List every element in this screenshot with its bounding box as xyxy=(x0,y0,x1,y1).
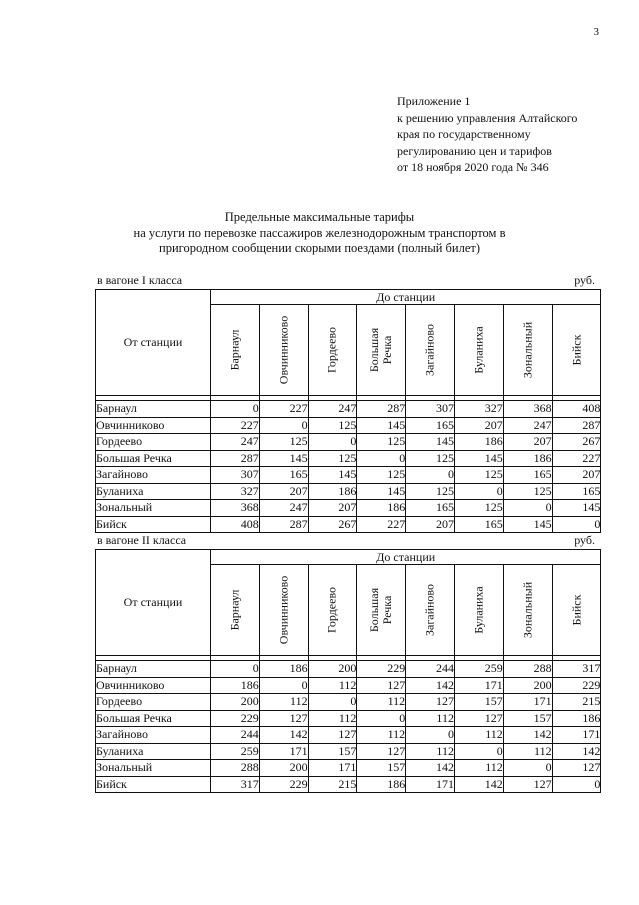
tariff-value: 142 xyxy=(454,776,503,793)
tariff-table xyxy=(95,549,601,793)
tariff-value: 259 xyxy=(211,743,260,760)
tariff-value: 247 xyxy=(308,401,357,418)
tariff-value: 327 xyxy=(211,483,260,500)
tariff-value: 200 xyxy=(211,694,260,711)
to-station-header: До станции xyxy=(211,550,601,565)
tariff-table xyxy=(95,289,601,533)
tariff-value: 215 xyxy=(552,694,601,711)
column-header xyxy=(454,565,503,656)
tariff-value: 171 xyxy=(259,743,308,760)
tariff-value: 171 xyxy=(406,776,455,793)
tariff-value: 288 xyxy=(211,760,260,777)
tariff-value: 200 xyxy=(503,677,552,694)
tariff-value: 157 xyxy=(357,760,406,777)
column-header-line: Гордеево xyxy=(324,586,339,634)
tariff-value: 145 xyxy=(454,450,503,467)
column-header-label xyxy=(472,326,485,373)
table-row xyxy=(96,727,601,744)
table-row xyxy=(96,417,601,434)
tariff-value: 307 xyxy=(211,467,260,484)
column-header xyxy=(406,565,455,656)
row-station-name: Бийск xyxy=(96,516,211,533)
column-header xyxy=(259,305,308,396)
column-header xyxy=(308,305,357,396)
column-header xyxy=(211,305,260,396)
row-station-name: Буланиха xyxy=(96,743,211,760)
column-header-line: Большая xyxy=(367,587,382,633)
column-header-line: Речка xyxy=(380,595,395,625)
tariff-value: 127 xyxy=(503,776,552,793)
row-station-name: Барнаул xyxy=(96,661,211,678)
tariff-value: 0 xyxy=(357,450,406,467)
tariff-value: 227 xyxy=(357,516,406,533)
column-header-label xyxy=(368,588,394,632)
tariff-value: 112 xyxy=(406,743,455,760)
appendix-line: Приложение 1 xyxy=(397,94,471,108)
tariff-value: 171 xyxy=(552,727,601,744)
page-number: 3 xyxy=(593,26,599,38)
tariff-value: 207 xyxy=(406,516,455,533)
tariff-value: 125 xyxy=(357,467,406,484)
column-header-line: Буланиха xyxy=(471,586,486,634)
column-header-label xyxy=(424,584,437,636)
tariff-value: 127 xyxy=(406,694,455,711)
row-station-name: Зональный xyxy=(96,500,211,517)
tariff-value: 368 xyxy=(211,500,260,517)
tariff-value: 207 xyxy=(552,467,601,484)
tariff-value: 229 xyxy=(357,661,406,678)
column-header xyxy=(552,305,601,396)
column-header-label xyxy=(368,328,394,372)
table-row xyxy=(96,776,601,793)
tariff-value: 125 xyxy=(357,434,406,451)
tariff-value: 0 xyxy=(211,401,260,418)
column-header-line: Овчинниково xyxy=(276,575,291,645)
tariff-value: 142 xyxy=(552,743,601,760)
tariff-value: 0 xyxy=(552,776,601,793)
tariff-value: 247 xyxy=(211,434,260,451)
column-header xyxy=(211,565,260,656)
tariff-value: 287 xyxy=(552,417,601,434)
column-header-line: Гордеево xyxy=(324,326,339,374)
tariff-value: 247 xyxy=(503,417,552,434)
tariff-value: 165 xyxy=(503,467,552,484)
tariff-value: 127 xyxy=(552,760,601,777)
tariff-value: 112 xyxy=(259,694,308,711)
tariff-value: 207 xyxy=(259,483,308,500)
tariff-value: 125 xyxy=(406,483,455,500)
table-row xyxy=(96,467,601,484)
tariff-value: 186 xyxy=(552,710,601,727)
column-header-label xyxy=(570,595,583,626)
column-header xyxy=(503,305,552,396)
tariff-value: 229 xyxy=(259,776,308,793)
tariff-value: 186 xyxy=(259,661,308,678)
tariff-value: 0 xyxy=(406,467,455,484)
tariff-value: 0 xyxy=(259,417,308,434)
tariff-value: 267 xyxy=(308,516,357,533)
tariff-value: 112 xyxy=(454,727,503,744)
tariff-value: 186 xyxy=(357,500,406,517)
tariff-value: 112 xyxy=(454,760,503,777)
tariff-value: 227 xyxy=(259,401,308,418)
tariff-value: 247 xyxy=(259,500,308,517)
column-header-label xyxy=(521,582,534,638)
tariff-value: 127 xyxy=(454,710,503,727)
column-header-label xyxy=(326,587,339,633)
from-station-header: От станции xyxy=(96,550,211,656)
tariff-value: 287 xyxy=(259,516,308,533)
tariff-value: 125 xyxy=(503,483,552,500)
column-header-line: Зональный xyxy=(520,581,535,639)
tariff-value: 127 xyxy=(357,677,406,694)
title-line: Предельные максимальные тарифы xyxy=(224,210,415,224)
row-station-name: Гордеево xyxy=(96,694,211,711)
title-line: пригородном сообщении скорыми поездами (полный билет) xyxy=(159,241,480,255)
tariff-value: 112 xyxy=(308,677,357,694)
table-row xyxy=(96,710,601,727)
column-header-line: Барнаул xyxy=(227,589,242,631)
column-header-label xyxy=(326,327,339,373)
tariff-value: 244 xyxy=(406,661,455,678)
column-header xyxy=(357,305,406,396)
tariff-value: 0 xyxy=(454,743,503,760)
row-station-name: Овчинниково xyxy=(96,677,211,694)
column-header xyxy=(259,565,308,656)
row-station-name: Загайново xyxy=(96,727,211,744)
tariff-value: 112 xyxy=(357,694,406,711)
column-header-label xyxy=(570,335,583,366)
tariff-value: 127 xyxy=(357,743,406,760)
currency-unit: руб. xyxy=(574,533,595,547)
column-header xyxy=(454,305,503,396)
column-header xyxy=(552,565,601,656)
appendix-block xyxy=(397,93,627,176)
tariff-value: 408 xyxy=(552,401,601,418)
row-station-name: Барнаул xyxy=(96,401,211,418)
table-row xyxy=(96,450,601,467)
tariff-value: 112 xyxy=(503,743,552,760)
tariff-value: 244 xyxy=(211,727,260,744)
appendix-line: края по государственному xyxy=(397,127,531,141)
tariff-value: 408 xyxy=(211,516,260,533)
row-station-name: Большая Речка xyxy=(96,450,211,467)
tariff-value: 145 xyxy=(357,417,406,434)
section-header xyxy=(95,533,601,549)
tariff-value: 171 xyxy=(503,694,552,711)
row-station-name: Овчинниково xyxy=(96,417,211,434)
tariff-value: 186 xyxy=(211,677,260,694)
tariff-value: 145 xyxy=(503,516,552,533)
column-header-line: Загайново xyxy=(422,323,437,377)
column-header-line: Овчинниково xyxy=(276,315,291,385)
tariff-value: 112 xyxy=(357,727,406,744)
tariff-value: 142 xyxy=(406,760,455,777)
column-header-line: Буланиха xyxy=(471,326,486,374)
appendix-line: от 18 ноября 2020 года № 346 xyxy=(397,160,549,174)
tariff-value: 215 xyxy=(308,776,357,793)
tariff-section-class-2 xyxy=(95,533,601,793)
table-row xyxy=(96,694,601,711)
tariff-value: 186 xyxy=(308,483,357,500)
tariff-value: 142 xyxy=(503,727,552,744)
column-header xyxy=(308,565,357,656)
column-header-line: Бийск xyxy=(569,594,583,626)
table-row xyxy=(96,516,601,533)
column-header-label xyxy=(277,316,290,384)
row-station-name: Бийск xyxy=(96,776,211,793)
from-station-header: От станции xyxy=(96,290,211,396)
column-header-label xyxy=(228,330,241,371)
tariff-value: 0 xyxy=(503,500,552,517)
tariff-value: 317 xyxy=(552,661,601,678)
tariff-value: 207 xyxy=(503,434,552,451)
tariff-value: 200 xyxy=(259,760,308,777)
tariff-value: 0 xyxy=(308,694,357,711)
tariff-value: 125 xyxy=(454,467,503,484)
tariff-value: 317 xyxy=(211,776,260,793)
column-header-line: Загайново xyxy=(422,583,437,637)
tariff-value: 127 xyxy=(308,727,357,744)
tariff-value: 157 xyxy=(503,710,552,727)
tariff-value: 165 xyxy=(552,483,601,500)
column-header-line: Речка xyxy=(380,335,395,365)
column-header-line: Зональный xyxy=(520,321,535,379)
tariff-value: 259 xyxy=(454,661,503,678)
table-row xyxy=(96,483,601,500)
tariff-value: 112 xyxy=(406,710,455,727)
car-class-label: в вагоне II класса xyxy=(97,533,187,547)
tariff-value: 186 xyxy=(503,450,552,467)
table-row xyxy=(96,500,601,517)
column-header-label xyxy=(277,576,290,644)
tariff-value: 0 xyxy=(259,677,308,694)
tariff-value: 165 xyxy=(259,467,308,484)
column-header xyxy=(503,565,552,656)
column-header-label xyxy=(521,322,534,378)
row-station-name: Загайново xyxy=(96,467,211,484)
row-station-name: Буланиха xyxy=(96,483,211,500)
table-row xyxy=(96,401,601,418)
table-row xyxy=(96,434,601,451)
tariff-value: 145 xyxy=(552,500,601,517)
tariff-value: 145 xyxy=(308,467,357,484)
tariff-value: 327 xyxy=(454,401,503,418)
to-station-header: До станции xyxy=(211,290,601,305)
tariff-value: 267 xyxy=(552,434,601,451)
tariff-value: 0 xyxy=(503,760,552,777)
tariff-value: 307 xyxy=(406,401,455,418)
currency-unit: руб. xyxy=(574,273,595,287)
table-row xyxy=(96,677,601,694)
column-header-line: Бийск xyxy=(569,334,583,366)
column-header xyxy=(357,565,406,656)
tariff-value: 171 xyxy=(454,677,503,694)
table-row xyxy=(96,661,601,678)
tariff-value: 125 xyxy=(406,450,455,467)
tariff-value: 145 xyxy=(357,483,406,500)
tariff-value: 157 xyxy=(454,694,503,711)
tariff-value: 229 xyxy=(211,710,260,727)
tariff-value: 287 xyxy=(211,450,260,467)
column-header-label xyxy=(472,586,485,633)
row-station-name: Гордеево xyxy=(96,434,211,451)
tariff-value: 171 xyxy=(308,760,357,777)
table-row xyxy=(96,743,601,760)
tariff-value: 0 xyxy=(552,516,601,533)
appendix-line: регулированию цен и тарифов xyxy=(397,143,552,158)
tariff-value: 145 xyxy=(406,434,455,451)
tariff-value: 186 xyxy=(357,776,406,793)
table-row xyxy=(96,760,601,777)
tariff-value: 186 xyxy=(454,434,503,451)
column-header-label xyxy=(424,324,437,376)
tariff-value: 157 xyxy=(308,743,357,760)
tariff-value: 0 xyxy=(454,483,503,500)
tariff-value: 112 xyxy=(308,710,357,727)
tariff-value: 125 xyxy=(259,434,308,451)
column-header xyxy=(406,305,455,396)
tariff-value: 0 xyxy=(211,661,260,678)
tariff-value: 200 xyxy=(308,661,357,678)
column-header-line: Большая xyxy=(367,327,382,373)
tariff-section-class-1 xyxy=(95,273,601,533)
tariff-value: 0 xyxy=(357,710,406,727)
appendix-line: к решению управления Алтайского xyxy=(397,110,578,125)
tariff-value: 0 xyxy=(406,727,455,744)
tariff-value: 142 xyxy=(259,727,308,744)
tariff-value: 227 xyxy=(211,417,260,434)
tariff-value: 288 xyxy=(503,661,552,678)
document-title xyxy=(0,210,639,257)
tariff-value: 227 xyxy=(552,450,601,467)
tariff-value: 165 xyxy=(406,417,455,434)
section-header xyxy=(95,273,601,289)
row-station-name: Зональный xyxy=(96,760,211,777)
tariff-value: 287 xyxy=(357,401,406,418)
car-class-label: в вагоне I класса xyxy=(97,273,183,287)
tariff-value: 125 xyxy=(308,417,357,434)
column-header-line: Барнаул xyxy=(227,329,242,371)
tariff-value: 368 xyxy=(503,401,552,418)
column-header-label xyxy=(228,590,241,631)
tariff-value: 127 xyxy=(259,710,308,727)
tariff-value: 207 xyxy=(454,417,503,434)
tariff-value: 145 xyxy=(259,450,308,467)
tariff-value: 125 xyxy=(308,450,357,467)
tariff-value: 165 xyxy=(454,516,503,533)
tariff-value: 229 xyxy=(552,677,601,694)
tariff-value: 142 xyxy=(406,677,455,694)
title-line: на услуги по перевозке пассажиров железнодорожным транспортом в xyxy=(133,225,506,240)
tariff-value: 207 xyxy=(308,500,357,517)
row-station-name: Большая Речка xyxy=(96,710,211,727)
tariff-value: 165 xyxy=(406,500,455,517)
tariff-value: 0 xyxy=(308,434,357,451)
tariff-value: 125 xyxy=(454,500,503,517)
